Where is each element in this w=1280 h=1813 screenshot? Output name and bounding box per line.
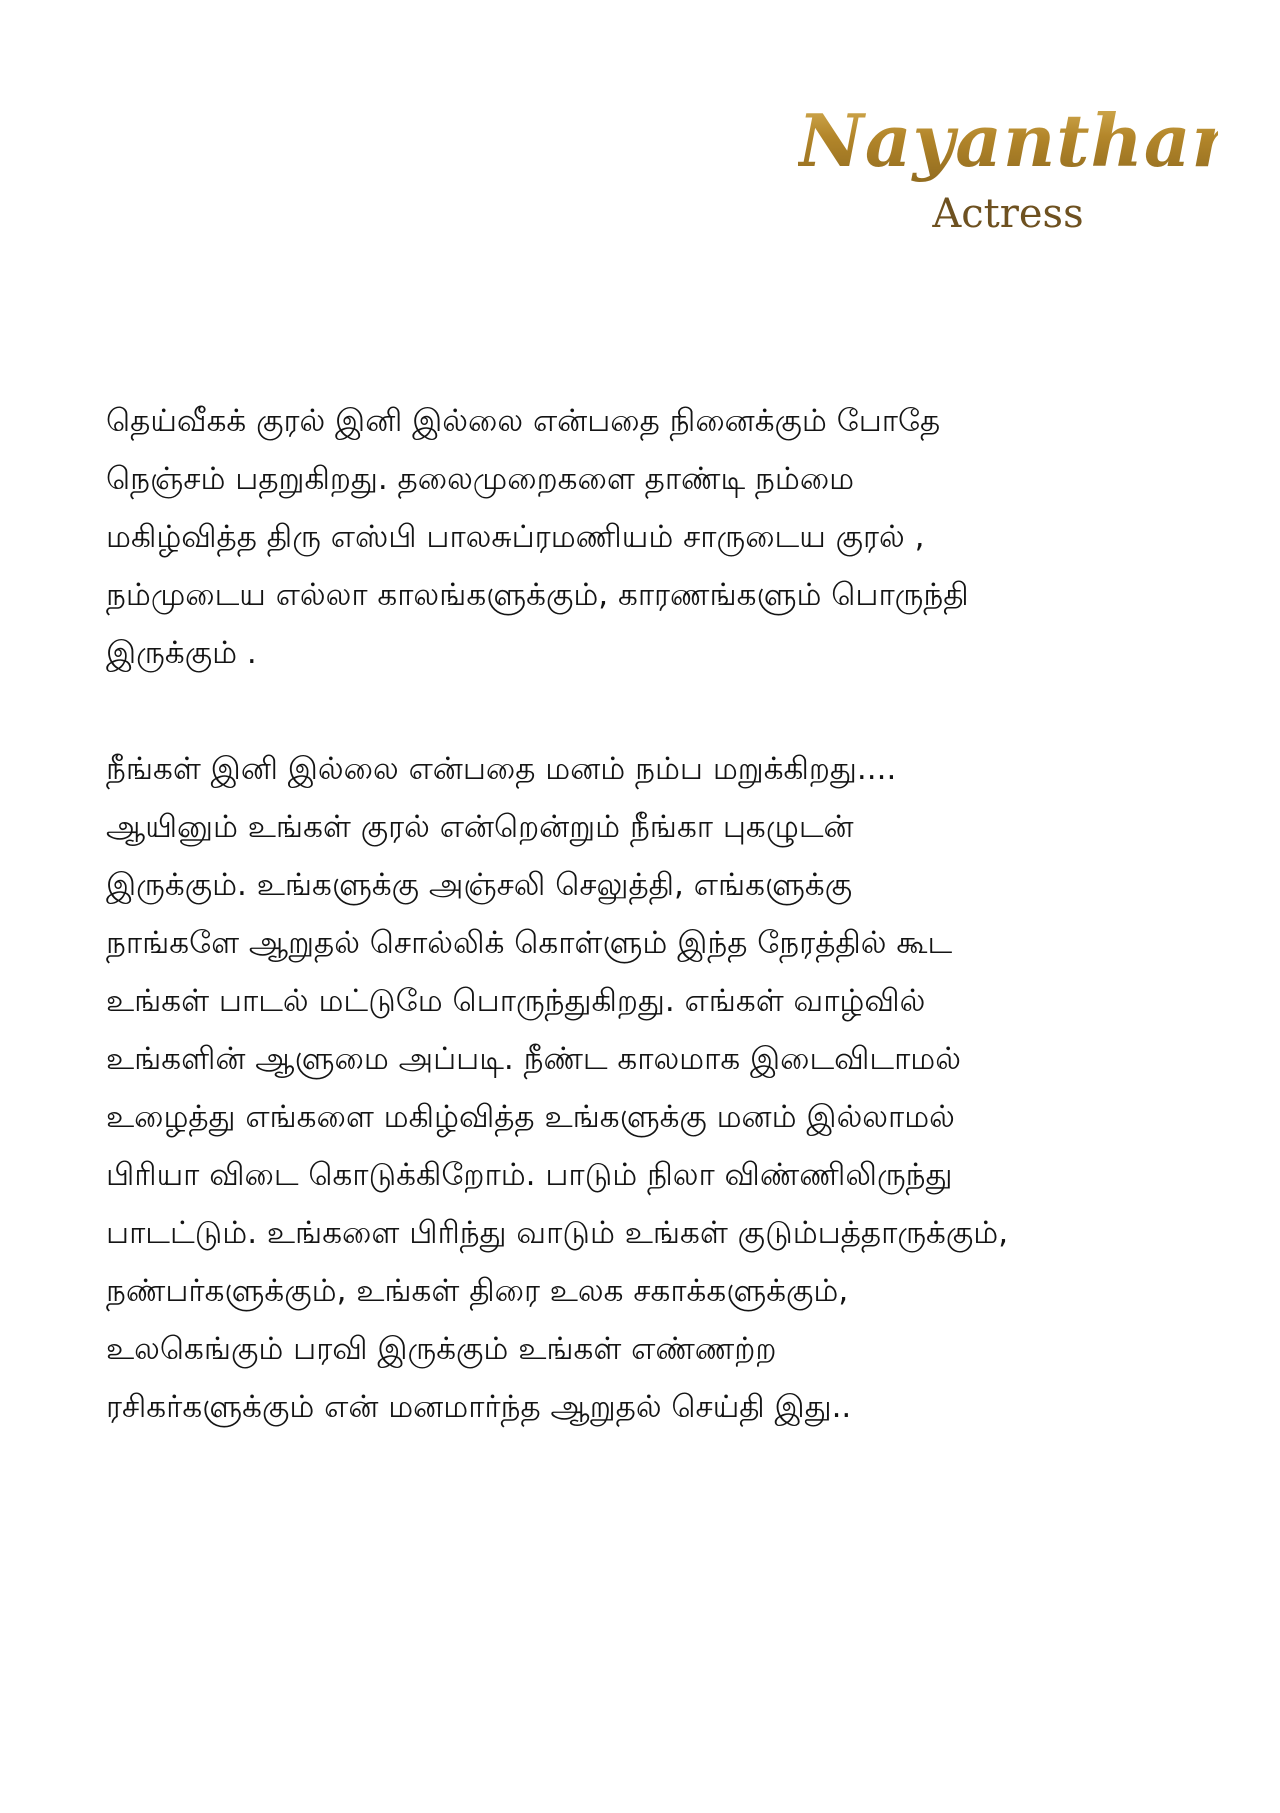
paragraph-line: பிரியா விடை கொடுக்கிறோம். பாடும் நிலா விண்ணிலிருந்து bbox=[106, 1157, 953, 1193]
signatory-role: Actress bbox=[932, 191, 1084, 237]
letterhead bbox=[798, 96, 1279, 240]
paragraph-line: ஆயினும் உங்கள் குரல் என்றென்றும் நீங்கா புகழுடன் bbox=[106, 809, 854, 845]
paragraph-line: இருக்கும் . bbox=[106, 635, 257, 671]
paragraph-line: மகிழ்வித்த திரு எஸ்பி பாலசுப்ரமணியம் சாருடைய குரல் , bbox=[106, 519, 925, 555]
paragraph-line: நாங்களே ஆறுதல் சொல்லிக் கொள்ளும் இந்த நேரத்தில் கூட bbox=[106, 925, 953, 961]
paragraph-line: நம்முடைய எல்லா காலங்களுக்கும், காரணங்களும் பொருந்தி bbox=[106, 577, 969, 613]
paragraph-line: நண்பர்களுக்கும், உங்கள் திரை உலக சகாக்களுக்கும், bbox=[106, 1273, 849, 1309]
paragraph-line: உங்களின் ஆளுமை அப்படி. நீண்ட காலமாக இடைவிடாமல் bbox=[106, 1041, 961, 1077]
letter-body bbox=[106, 392, 1186, 1436]
paragraph-line: ரசிகர்களுக்கும் என் மனமார்ந்த ஆறுதல் செய்தி இது.. bbox=[106, 1389, 852, 1425]
paragraph-1 bbox=[106, 392, 1186, 682]
paragraph-line: தெய்வீகக் குரல் இனி இல்லை என்பதை நினைக்கும் போதே bbox=[106, 403, 941, 439]
paragraph-line: நெஞ்சம் பதறுகிறது. தலைமுறைகளை தாண்டி நம்மை bbox=[106, 461, 855, 497]
paragraph-line: இருக்கும். உங்களுக்கு அஞ்சலி செலுத்தி, எங்களுக்கு bbox=[106, 867, 853, 903]
signatory-name: Nayanthara bbox=[798, 96, 1218, 186]
paragraph-line: பாடட்டும். உங்களை பிரிந்து வாடும் உங்கள் குடும்பத்தாருக்கும், bbox=[106, 1215, 1009, 1251]
paragraph-line: நீங்கள் இனி இல்லை என்பதை மனம் நம்ப மறுக்கிறது.... bbox=[106, 751, 897, 787]
paragraph-line: உலகெங்கும் பரவி இருக்கும் உங்கள் எண்ணற்ற bbox=[106, 1331, 777, 1367]
paragraph-line: உழைத்து எங்களை மகிழ்வித்த உங்களுக்கு மனம் இல்லாமல் bbox=[106, 1099, 955, 1135]
paragraph-line: உங்கள் பாடல் மட்டுமே பொருந்துகிறது. எங்கள் வாழ்வில் bbox=[106, 983, 926, 1019]
paragraph-2 bbox=[106, 740, 1186, 1436]
